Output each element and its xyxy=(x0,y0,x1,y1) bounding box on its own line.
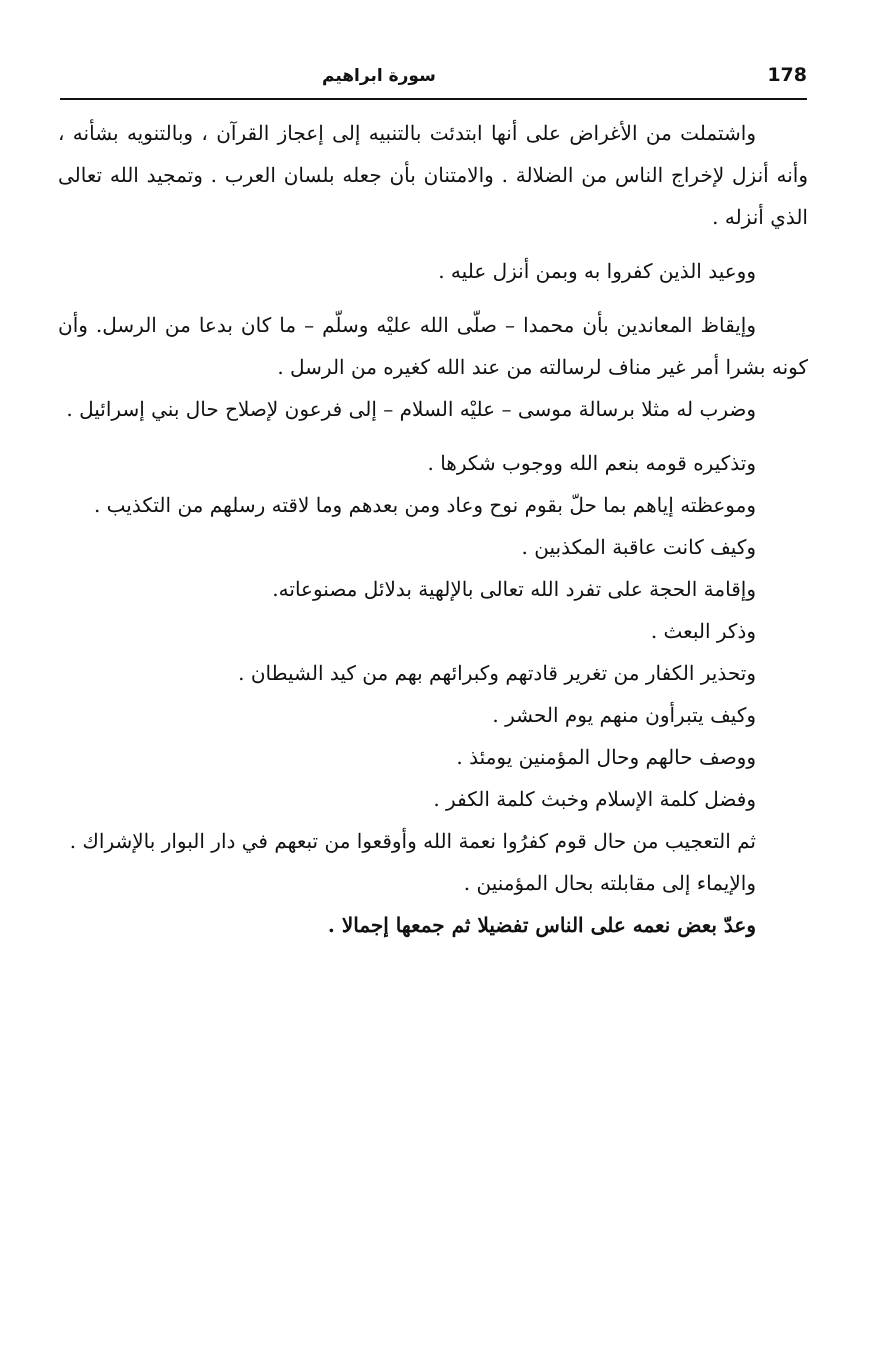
surah-title: سورة ابراهيم xyxy=(322,66,436,86)
paragraph: وتذكيره قومه بنعم الله ووجوب شكرها . xyxy=(427,451,756,475)
header-rule xyxy=(60,98,807,100)
paragraph: واشتملت من الأغراض على أنها ابتدئت بالتنبيه إلى إعجاز القرآن ، وبالتنويه بشأنه ، وأنه أنزل لإخراج الناس من الضلالة . والامتنان بأن جعله بلسان العرب . وتمجيد الله تعالى الذي أنزله . xyxy=(58,121,808,229)
paragraph: وتحذير الكفار من تغرير قادتهم وكبرائهم بهم من كيد الشيطان . xyxy=(238,661,756,685)
paragraph: ووصف حالهم وحال المؤمنين يومئذ . xyxy=(456,745,756,769)
paragraph: وإيقاظ المعاندين بأن محمدا – صلّى الله عليْه وسلّم – ما كان بدعا من الرسل. وأن كونه بشرا أمر غير مناف لرسالته من عند الله كغيره من الرسل . xyxy=(58,313,808,379)
paragraph: ثم التعجيب من حال قوم كفرُوا نعمة الله وأوقعوا من تبعهم في دار البوار بالإشراك . xyxy=(69,829,756,853)
paragraph: وإقامة الحجة على تفرد الله تعالى بالإلهية بدلائل مصنوعاته. xyxy=(272,577,756,601)
page-number: 178 xyxy=(767,64,807,86)
paragraph: ووعيد الذين كفروا به وبمن أنزل عليه . xyxy=(438,259,756,283)
body-text xyxy=(58,112,808,946)
paragraph: وكيف كانت عاقبة المكذبين . xyxy=(521,535,756,559)
paragraph: وفضل كلمة الإسلام وخبث كلمة الكفر . xyxy=(433,787,756,811)
paragraph: وموعظته إياهم بما حلّ بقوم نوح وعاد ومن بعدهم وما لاقته رسلهم من التكذيب . xyxy=(93,493,756,517)
paragraph: وعدّ بعض نعمه على الناس تفضيلا ثم جمعها إجمالا . xyxy=(327,913,756,937)
paragraph: والإيماء إلى مقابلته بحال المؤمنين . xyxy=(463,871,756,895)
paragraph: وكيف يتبرأون منهم يوم الحشر . xyxy=(492,703,756,727)
paragraph: وذكر البعث . xyxy=(650,619,756,643)
paragraph: وضرب له مثلا برسالة موسى – عليْه السلام – إلى فرعون لإصلاح حال بني إسرائيل . xyxy=(66,397,756,421)
page-header xyxy=(60,62,807,100)
